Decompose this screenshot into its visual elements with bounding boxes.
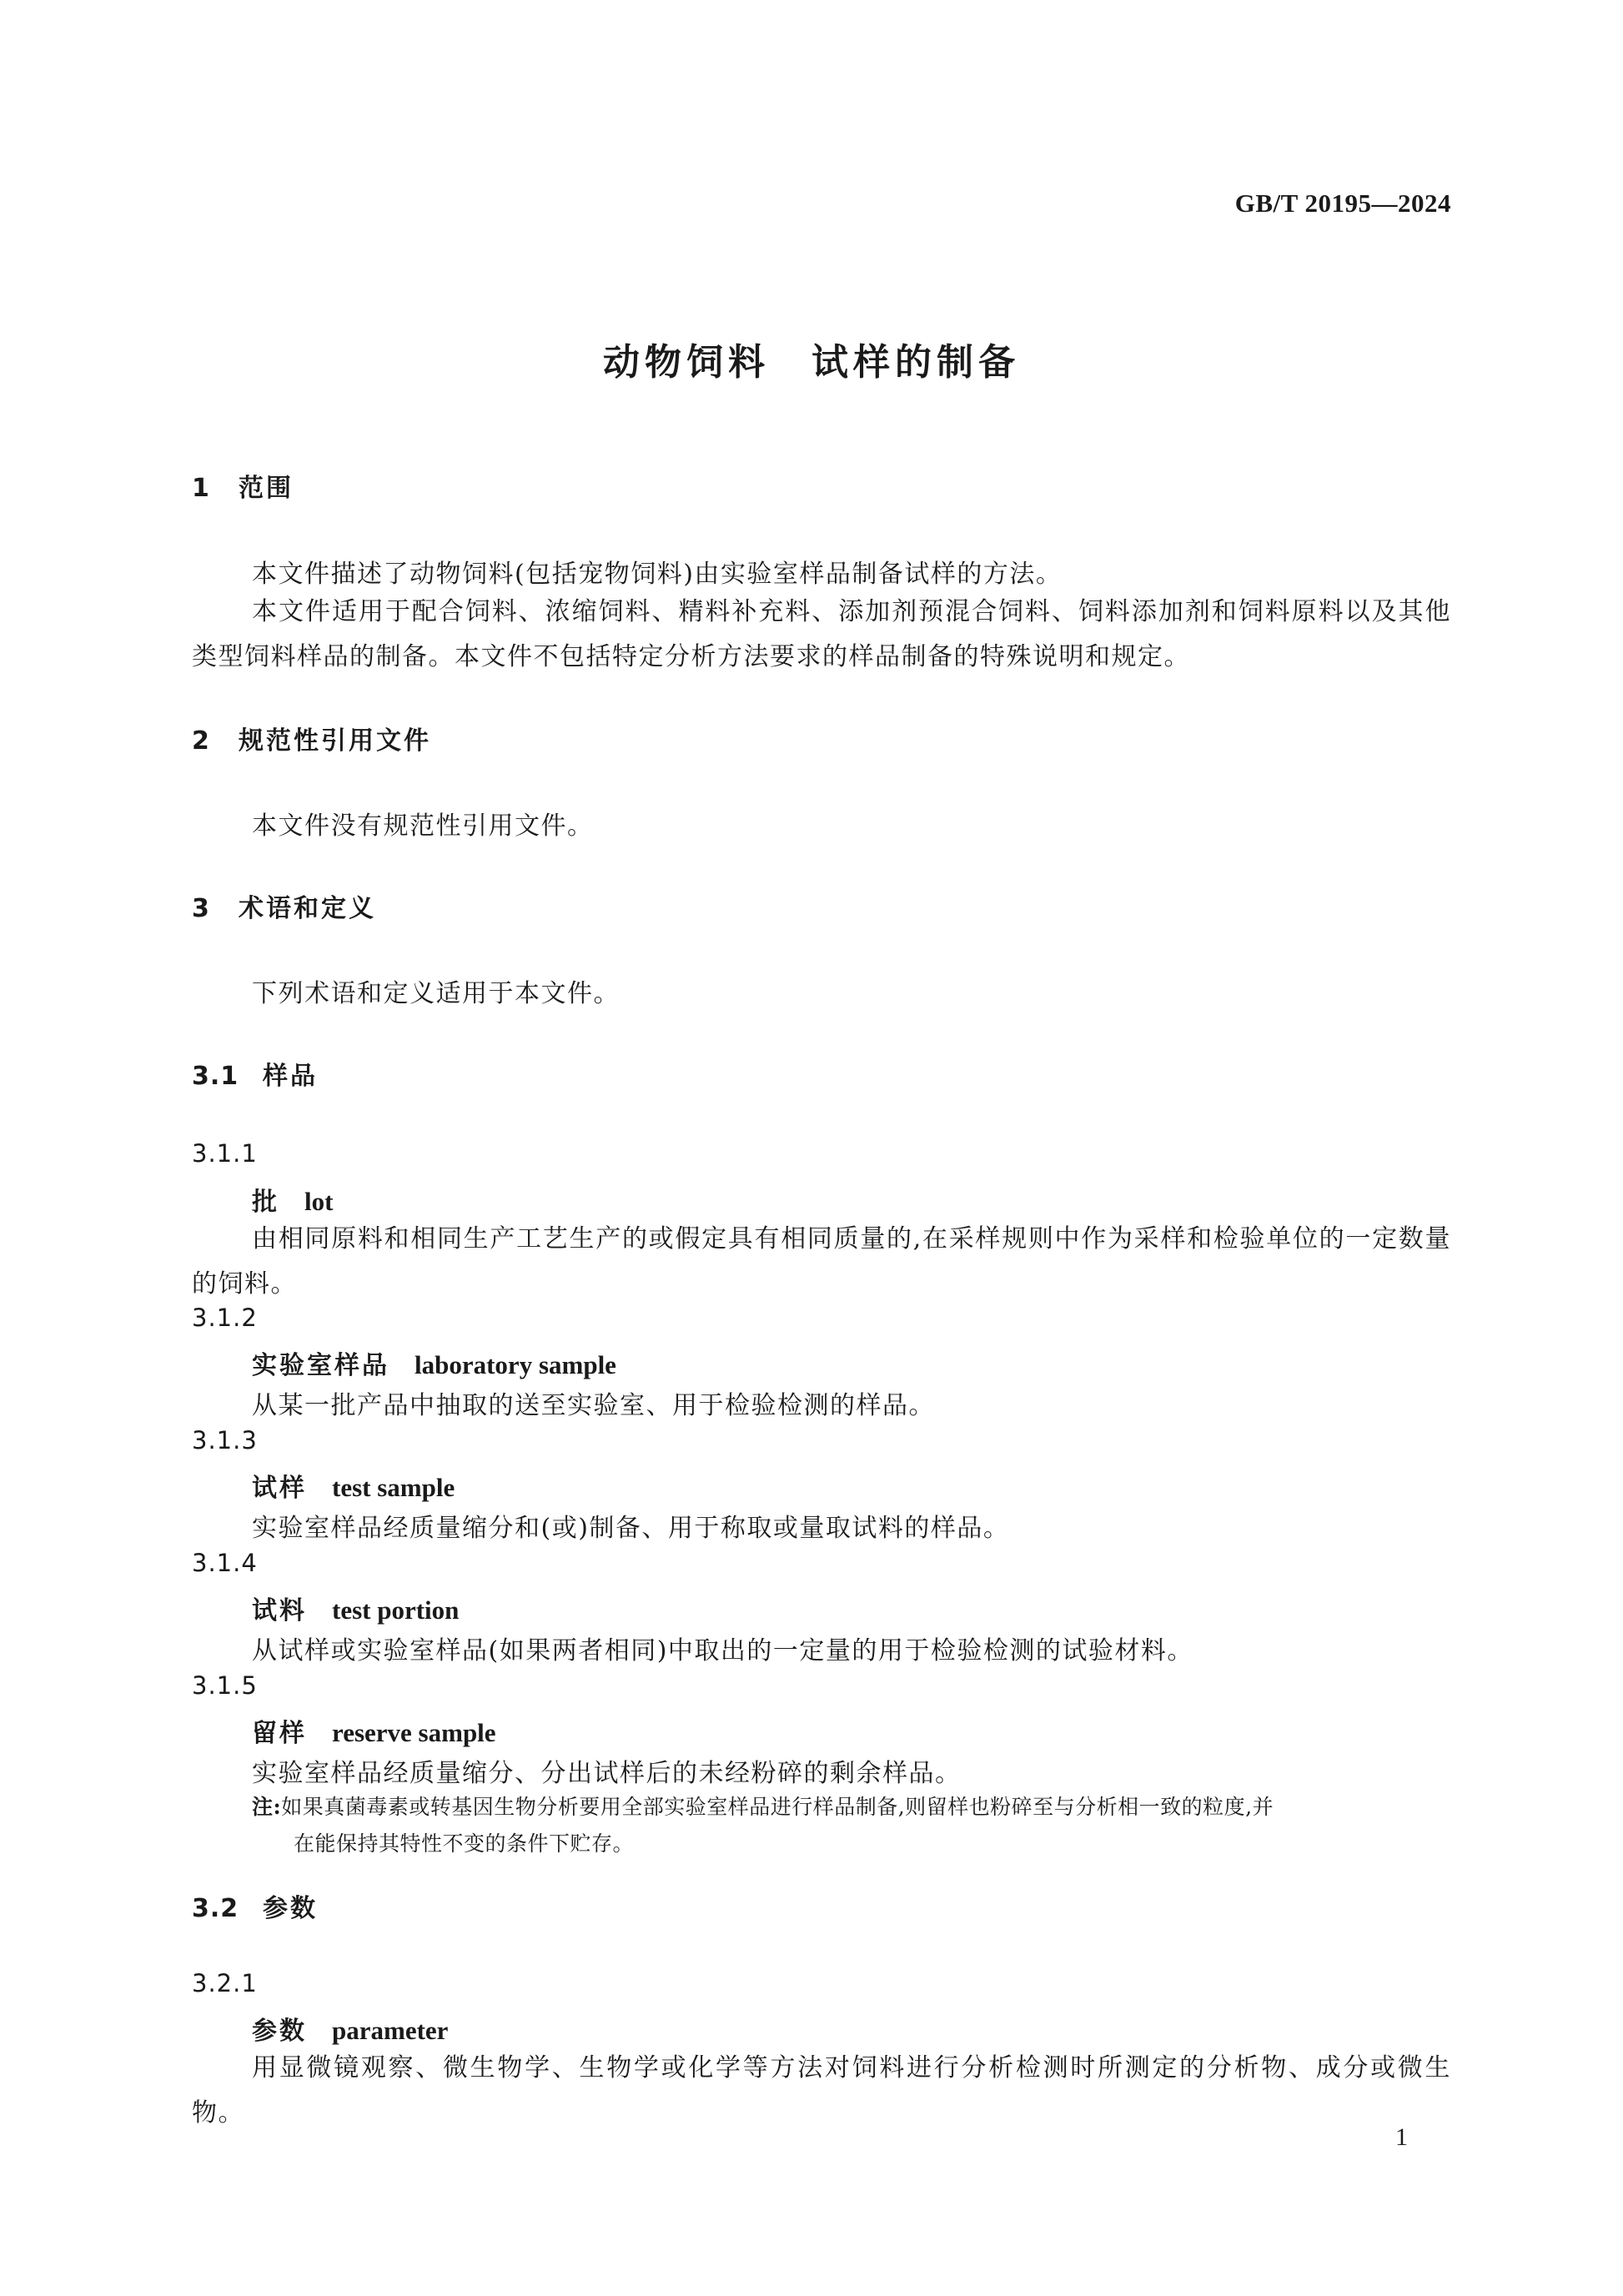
term-entry	[252, 2010, 448, 2047]
section-2-heading	[192, 720, 431, 756]
subsection-number: 3.1	[192, 1062, 239, 1091]
term-number: 3.1.4	[192, 1549, 258, 1577]
term-definition: 实验室样品经质量缩分、分出试样后的未经粉碎的剩余样品。	[252, 1759, 962, 1788]
term-entry	[252, 1344, 616, 1381]
page-number: 1	[1395, 2123, 1408, 2151]
note-label: 注:	[252, 1795, 282, 1819]
term-number: 3.2.1	[192, 1969, 258, 1997]
term-definition: 用显微镜观察、微生物学、生物学或化学等方法对饲料进行分析检测时所测定的分析物、成分或微生物。	[192, 2053, 1451, 2128]
term-definition: 实验室样品经质量缩分和(或)制备、用于称取或量取试料的样品。	[252, 1514, 1010, 1543]
term-definition: 从某一批产品中抽取的送至实验室、用于检验检测的样品。	[252, 1391, 935, 1420]
section-number: 2	[192, 726, 212, 756]
term-english: test portion	[332, 1595, 460, 1625]
term-entry	[252, 1712, 496, 1749]
section-1-heading	[192, 467, 294, 504]
section-2-para-1: 本文件没有规范性引用文件。	[252, 811, 594, 841]
term-entry	[252, 1467, 455, 1504]
term-chinese: 试料	[252, 1596, 307, 1625]
section-title: 范围	[239, 474, 294, 503]
subsection-3-2-heading	[192, 1887, 318, 1924]
term-number: 3.1.2	[192, 1304, 258, 1332]
note-text-line-2: 在能保持其特性不变的条件下贮存。	[294, 1831, 635, 1856]
term-chinese: 参数	[252, 2017, 307, 2046]
term-number: 3.1.5	[192, 1671, 258, 1700]
term-chinese: 实验室样品	[252, 1351, 389, 1380]
standard-code: GB/T 20195—2024	[1234, 188, 1451, 218]
note	[252, 1789, 1453, 1862]
subsection-title: 参数	[263, 1894, 318, 1923]
term-definition: 由相同原料和相同生产工艺生产的或假定具有相同质量的,在采样规则中作为采样和检验单位的一定数量的饲料。	[192, 1224, 1451, 1299]
term-english: parameter	[332, 2016, 449, 2045]
term-chinese: 留样	[252, 1719, 307, 1748]
section-3-heading	[192, 887, 376, 924]
term-number: 3.1.1	[192, 1139, 258, 1168]
term-entry	[252, 1181, 333, 1218]
term-english: reserve sample	[332, 1718, 496, 1747]
subsection-number: 3.2	[192, 1894, 239, 1923]
term-entry	[252, 1590, 459, 1626]
section-1-para-2: 本文件适用于配合饲料、浓缩饲料、精料补充料、添加剂预混合饲料、饲料添加剂和饲料原料以及其他类型饲料样品的制备。本文件不包括特定分析方法要求的样品制备的特殊说明和规定。	[192, 597, 1451, 671]
term-chinese: 批	[252, 1188, 279, 1217]
term-english: laboratory sample	[415, 1350, 616, 1379]
term-english: lot	[304, 1187, 334, 1216]
section-title: 术语和定义	[239, 894, 376, 923]
term-definition: 从试样或实验室样品(如果两者相同)中取出的一定量的用于检验检测的试验材料。	[252, 1636, 1193, 1665]
term-number: 3.1.3	[192, 1426, 258, 1454]
section-title: 规范性引用文件	[239, 726, 431, 756]
note-text-line-1: 如果真菌毒素或转基因生物分析要用全部实验室样品进行样品制备,则留样也粉碎至与分析相一致的粒度,并	[281, 1795, 1274, 1819]
term-english: test sample	[332, 1473, 455, 1502]
section-3-para-1: 下列术语和定义适用于本文件。	[252, 979, 620, 1008]
subsection-title: 样品	[263, 1062, 318, 1091]
term-chinese: 试样	[252, 1474, 307, 1503]
section-number: 1	[192, 474, 212, 503]
document-title: 动物饲料 试样的制备	[603, 341, 1020, 384]
section-number: 3	[192, 894, 212, 923]
section-1-para-1: 本文件描述了动物饲料(包括宠物饲料)由实验室样品制备试样的方法。	[252, 560, 1063, 589]
subsection-3-1-heading	[192, 1055, 318, 1092]
